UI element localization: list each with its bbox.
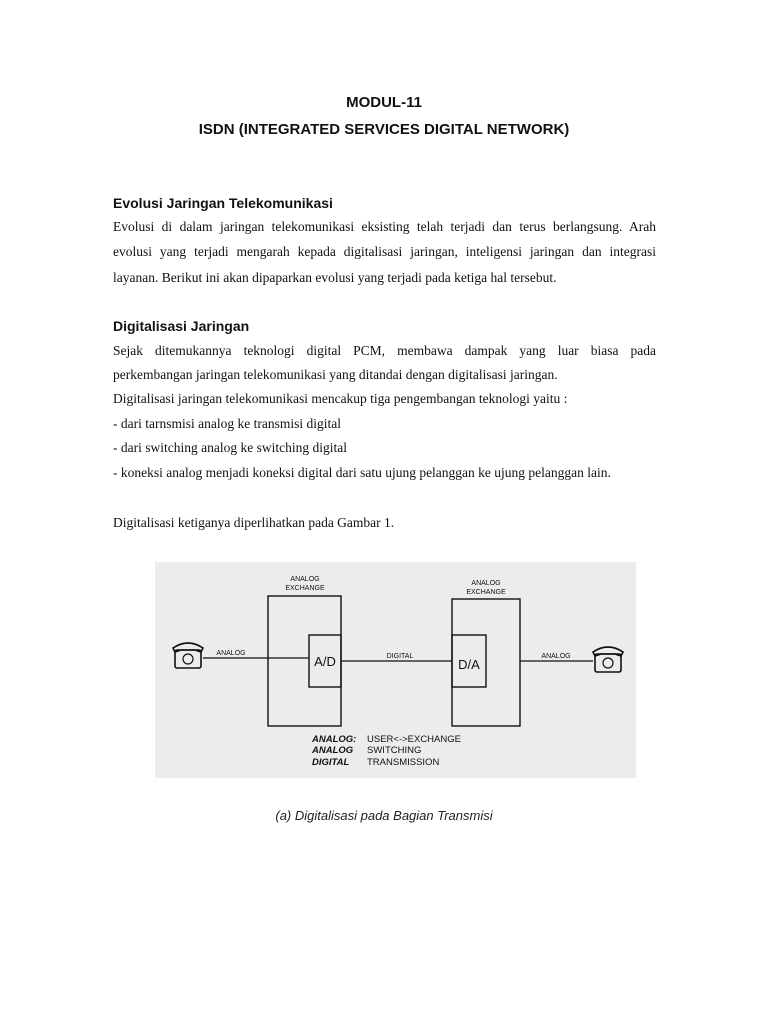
left-link-label: ANALOG [216, 650, 246, 657]
legend-what-1: USER<->EXCHANGE [367, 734, 461, 745]
figure-digitalisasi-transmisi [155, 562, 636, 778]
paragraph-line: Digitalisasi jaringan telekomunikasi mencakup tiga pengembangan teknologi yaitu : [113, 391, 568, 406]
legend-kind-1: ANALOG: [312, 734, 357, 745]
list-item: - dari tarnsmisi analog ke transmisi digital [113, 416, 341, 431]
telephone-icon [173, 643, 203, 668]
left-exchange-label-2: EXCHANGE [285, 585, 325, 592]
middle-link-label: DIGITAL [386, 653, 414, 660]
figure-caption: (a) Digitalisasi pada Bagian Transmisi [275, 808, 493, 823]
ad-label: A/D [314, 654, 336, 669]
document-title: ISDN (INTEGRATED SERVICES DIGITAL NETWORK) [198, 121, 570, 138]
module-number: MODUL-11 [346, 94, 422, 111]
paragraph-line: perkembangan jaringan telekomunikasi yang ditandai dengan digitalisasi jaringan. [113, 367, 558, 382]
paragraph-line: layanan. Berikut ini akan dipaparkan evolusi yang terjadi pada ketiga hal tersebut. [113, 270, 557, 285]
figure-reference: Digitalisasi ketiganya diperlihatkan pada Gambar 1. [113, 515, 395, 530]
right-exchange-label-1: ANALOG [471, 580, 501, 587]
list-item: - dari switching analog ke switching digital [113, 440, 347, 455]
paragraph-line: evolusi yang terjadi mengarah kepada digitalisasi jaringan, inteligensi jaringan dan integrasi [113, 244, 656, 259]
right-link-label: ANALOG [541, 653, 571, 660]
paragraph-line: Sejak ditemukannya teknologi digital PCM, membawa dampak yang luar biasa pada [113, 343, 656, 358]
section-heading-digitalisasi: Digitalisasi Jaringan [113, 318, 250, 334]
network-diagram [155, 562, 636, 778]
paragraph-line: Evolusi di dalam jaringan telekomunikasi eksisting telah terjadi dan terus berlangsung. Arah [113, 219, 656, 234]
telephone-icon [593, 647, 623, 672]
right-exchange-label-2: EXCHANGE [466, 589, 506, 596]
left-exchange-label-1: ANALOG [290, 576, 320, 583]
section-heading-evolusi: Evolusi Jaringan Telekomunikasi [113, 195, 333, 211]
legend-kind-2: ANALOG [312, 745, 354, 756]
list-item: - koneksi analog menjadi koneksi digital dari satu ujung pelanggan ke ujung pelanggan lain. [113, 465, 611, 480]
legend-what-3: TRANSMISSION [367, 757, 440, 768]
da-label: D/A [458, 657, 480, 672]
legend-kind-3: DIGITAL [312, 757, 350, 768]
legend-what-2: SWITCHING [367, 745, 422, 756]
